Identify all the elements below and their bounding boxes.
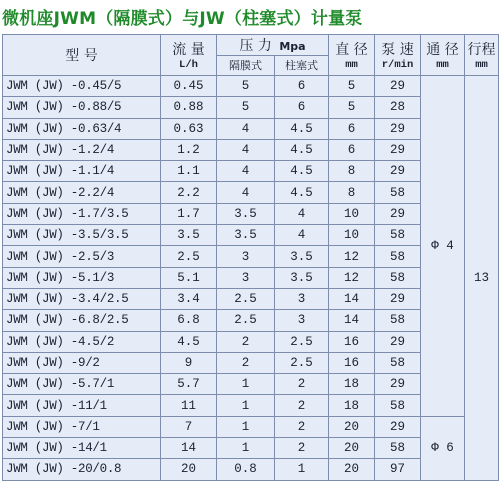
cell-diameter: 20 (329, 416, 375, 437)
cell-flow: 1.2 (161, 139, 217, 160)
cell-speed: 29 (375, 203, 421, 224)
cell-model: JWM (JW) -11/1 (3, 395, 161, 416)
cell-speed: 58 (375, 182, 421, 203)
header-flow-unit: L/h (179, 59, 198, 71)
cell-plunger: 3 (275, 310, 329, 331)
cell-speed: 29 (375, 161, 421, 182)
cell-flow: 4.5 (161, 331, 217, 352)
header-bore (421, 35, 465, 76)
cell-diameter: 16 (329, 352, 375, 373)
cell-bore-group-2: Φ 6 (421, 416, 465, 480)
cell-diaphragm: 4 (217, 118, 275, 139)
cell-model: JWM (JW) -6.8/2.5 (3, 310, 161, 331)
cell-model: JWM (JW) -0.45/5 (3, 76, 161, 97)
cell-diameter: 18 (329, 374, 375, 395)
cell-plunger: 4.5 (275, 182, 329, 203)
header-diameter-label: 直 径 (335, 42, 368, 58)
cell-diaphragm: 1 (217, 395, 275, 416)
header-bore-unit: mm (436, 59, 449, 71)
cell-plunger: 4 (275, 225, 329, 246)
cell-diaphragm: 3 (217, 267, 275, 288)
cell-diameter: 14 (329, 310, 375, 331)
cell-plunger: 2 (275, 438, 329, 459)
cell-speed: 58 (375, 246, 421, 267)
cell-flow: 0.45 (161, 76, 217, 97)
cell-speed: 29 (375, 374, 421, 395)
cell-plunger: 6 (275, 97, 329, 118)
cell-diaphragm: 1 (217, 438, 275, 459)
cell-diaphragm: 0.8 (217, 459, 275, 480)
table-row (3, 416, 499, 437)
cell-flow: 2.2 (161, 182, 217, 203)
cell-plunger: 3.5 (275, 267, 329, 288)
header-pressure-plunger: 柱塞式 (275, 56, 329, 76)
header-stroke-label: 行程 (467, 42, 496, 58)
cell-flow: 11 (161, 395, 217, 416)
cell-flow: 1.1 (161, 161, 217, 182)
header-pressure-diaphragm: 隔膜式 (217, 56, 275, 76)
header-speed-unit: r/min (381, 59, 414, 71)
cell-diameter: 18 (329, 395, 375, 416)
cell-flow: 14 (161, 438, 217, 459)
cell-speed: 58 (375, 352, 421, 373)
cell-diameter: 5 (329, 76, 375, 97)
cell-speed: 58 (375, 267, 421, 288)
cell-diameter: 10 (329, 225, 375, 246)
cell-model: JWM (JW) -2.5/3 (3, 246, 161, 267)
cell-speed: 58 (375, 395, 421, 416)
cell-flow: 20 (161, 459, 217, 480)
cell-speed: 29 (375, 139, 421, 160)
cell-flow: 6.8 (161, 310, 217, 331)
cell-model: JWM (JW) -3.5/3.5 (3, 225, 161, 246)
cell-diaphragm: 1 (217, 416, 275, 437)
cell-model: JWM (JW) -4.5/2 (3, 331, 161, 352)
cell-plunger: 2 (275, 416, 329, 437)
cell-plunger: 2 (275, 374, 329, 395)
cell-speed: 29 (375, 416, 421, 437)
cell-flow: 0.63 (161, 118, 217, 139)
cell-diameter: 10 (329, 203, 375, 224)
cell-model: JWM (JW) -9/2 (3, 352, 161, 373)
cell-model: JWM (JW) -1.7/3.5 (3, 203, 161, 224)
header-speed (375, 35, 421, 76)
cell-diaphragm: 5 (217, 76, 275, 97)
cell-model: JWM (JW) -3.4/2.5 (3, 288, 161, 309)
cell-flow: 9 (161, 352, 217, 373)
header-diameter-unit: mm (345, 59, 358, 71)
header-bore-label: 通 径 (426, 42, 459, 58)
cell-speed: 97 (375, 459, 421, 480)
cell-speed: 58 (375, 310, 421, 331)
header-stroke (465, 35, 499, 76)
header-pressure-unit: Mpa (279, 40, 306, 53)
cell-model: JWM (JW) -2.2/4 (3, 182, 161, 203)
header-model: 型 号 (3, 35, 161, 76)
cell-diaphragm: 1 (217, 374, 275, 395)
cell-speed: 29 (375, 288, 421, 309)
cell-diameter: 20 (329, 438, 375, 459)
spec-table (2, 34, 499, 481)
cell-speed: 29 (375, 118, 421, 139)
header-speed-label: 泵 速 (381, 42, 414, 58)
header-pressure-label: 压 力 (239, 38, 272, 54)
cell-model: JWM (JW) -1.1/4 (3, 161, 161, 182)
cell-diaphragm: 2.5 (217, 310, 275, 331)
cell-bore-group-1: Φ 4 (421, 76, 465, 417)
page-title: 微机座JWM（隔膜式）与JW（柱塞式）计量泵 (2, 9, 363, 29)
cell-flow: 3.4 (161, 288, 217, 309)
cell-diameter: 12 (329, 246, 375, 267)
cell-plunger: 3 (275, 288, 329, 309)
cell-flow: 2.5 (161, 246, 217, 267)
cell-stroke: 13 (465, 76, 499, 481)
cell-model: JWM (JW) -20/0.8 (3, 459, 161, 480)
cell-diaphragm: 2 (217, 352, 275, 373)
cell-plunger: 4 (275, 203, 329, 224)
cell-diameter: 20 (329, 459, 375, 480)
cell-plunger: 3.5 (275, 246, 329, 267)
cell-speed: 58 (375, 225, 421, 246)
header-flow (161, 35, 217, 76)
cell-diameter: 14 (329, 288, 375, 309)
cell-flow: 5.7 (161, 374, 217, 395)
cell-diameter: 8 (329, 161, 375, 182)
cell-model: JWM (JW) -5.7/1 (3, 374, 161, 395)
header-pressure (217, 35, 329, 56)
table-body (3, 76, 499, 481)
cell-diaphragm: 4 (217, 161, 275, 182)
cell-plunger: 4.5 (275, 161, 329, 182)
header-flow-label: 流 量 (172, 42, 205, 58)
cell-diameter: 12 (329, 267, 375, 288)
cell-flow: 7 (161, 416, 217, 437)
cell-diameter: 5 (329, 97, 375, 118)
header-stroke-unit: mm (475, 59, 488, 71)
cell-plunger: 4.5 (275, 139, 329, 160)
cell-model: JWM (JW) -0.63/4 (3, 118, 161, 139)
cell-plunger: 6 (275, 76, 329, 97)
cell-model: JWM (JW) -7/1 (3, 416, 161, 437)
cell-diaphragm: 3.5 (217, 225, 275, 246)
cell-diaphragm: 2 (217, 331, 275, 352)
cell-speed: 58 (375, 438, 421, 459)
cell-model: JWM (JW) -5.1/3 (3, 267, 161, 288)
cell-diaphragm: 4 (217, 182, 275, 203)
cell-plunger: 2.5 (275, 352, 329, 373)
cell-model: JWM (JW) -14/1 (3, 438, 161, 459)
cell-diameter: 16 (329, 331, 375, 352)
cell-diameter: 6 (329, 118, 375, 139)
cell-diaphragm: 3.5 (217, 203, 275, 224)
table-row (3, 76, 499, 97)
cell-flow: 0.88 (161, 97, 217, 118)
cell-speed: 29 (375, 331, 421, 352)
header-row (3, 35, 499, 56)
cell-plunger: 1 (275, 459, 329, 480)
cell-model: JWM (JW) -0.88/5 (3, 97, 161, 118)
cell-flow: 5.1 (161, 267, 217, 288)
cell-diaphragm: 3 (217, 246, 275, 267)
cell-speed: 29 (375, 76, 421, 97)
cell-plunger: 2.5 (275, 331, 329, 352)
cell-plunger: 2 (275, 395, 329, 416)
cell-diaphragm: 5 (217, 97, 275, 118)
cell-plunger: 4.5 (275, 118, 329, 139)
cell-flow: 1.7 (161, 203, 217, 224)
cell-flow: 3.5 (161, 225, 217, 246)
cell-diameter: 8 (329, 182, 375, 203)
cell-diaphragm: 4 (217, 139, 275, 160)
cell-diameter: 6 (329, 139, 375, 160)
cell-diaphragm: 2.5 (217, 288, 275, 309)
cell-model: JWM (JW) -1.2/4 (3, 139, 161, 160)
cell-speed: 28 (375, 97, 421, 118)
header-diameter (329, 35, 375, 76)
